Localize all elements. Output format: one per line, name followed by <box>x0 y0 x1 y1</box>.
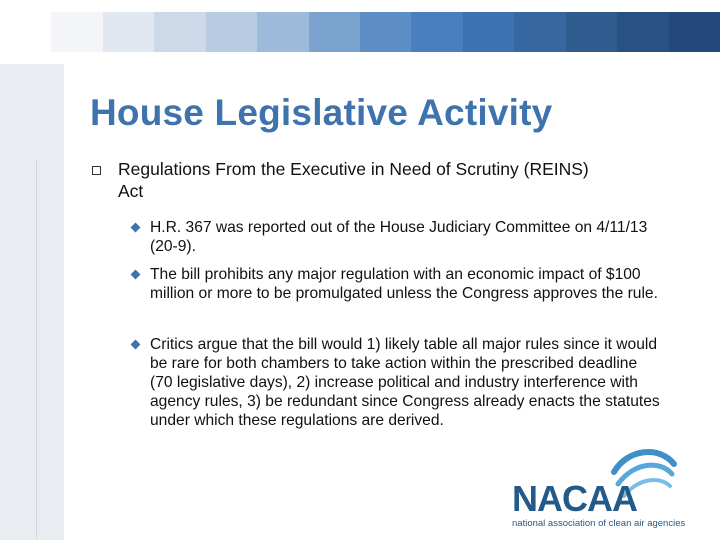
sub-bullet-1 <box>122 218 662 256</box>
band-block <box>309 12 361 52</box>
diamond-bullet-icon <box>131 270 141 280</box>
nacaa-logo <box>510 440 710 535</box>
band-block <box>257 12 309 52</box>
sub-bullet-text: The bill prohibits any major regulation with an economic impact of $100 million or more to be promulgated unless the Congress approves the rule. <box>150 266 658 302</box>
band-block <box>514 12 566 52</box>
main-bullet <box>92 158 612 202</box>
band-block <box>206 12 258 52</box>
band-block <box>103 12 155 52</box>
diamond-bullet-icon <box>131 223 141 233</box>
sub-bullet-text: Critics argue that the bill would 1) likely table all major rules since it would be rare for both chambers to take action within the prescribed deadline (70 legislative days), 2) increase political and industry interference with agency rules, 3) be redundant since Congress already enacts the statutes under which these regulations are derived. <box>150 336 660 429</box>
band-block <box>411 12 463 52</box>
main-bullet-text: Regulations From the Executive in Need of Scrutiny (REINS) Act <box>118 159 589 201</box>
logo-wordmark: NACAA <box>512 478 637 519</box>
slide-title: House Legislative Activity <box>90 92 553 133</box>
top-accent <box>0 52 720 64</box>
logo-tagline: national association of clean air agencies <box>512 518 686 529</box>
left-divider-line <box>36 160 37 540</box>
square-bullet-icon <box>92 166 101 175</box>
band-block <box>669 12 720 52</box>
diamond-bullet-icon <box>131 340 141 350</box>
band-block <box>566 12 618 52</box>
band-block <box>0 12 52 52</box>
band-block <box>154 12 206 52</box>
band-block <box>360 12 412 52</box>
sub-bullet-text: H.R. 367 was reported out of the House Judiciary Committee on 4/11/13 (20-9). <box>150 219 648 255</box>
left-accent-bar <box>0 64 64 540</box>
sub-bullet-3 <box>122 335 662 430</box>
band-block <box>463 12 515 52</box>
band-block <box>51 12 103 52</box>
top-decorative-band <box>0 12 720 52</box>
band-block <box>617 12 669 52</box>
sub-bullet-2 <box>122 265 662 303</box>
